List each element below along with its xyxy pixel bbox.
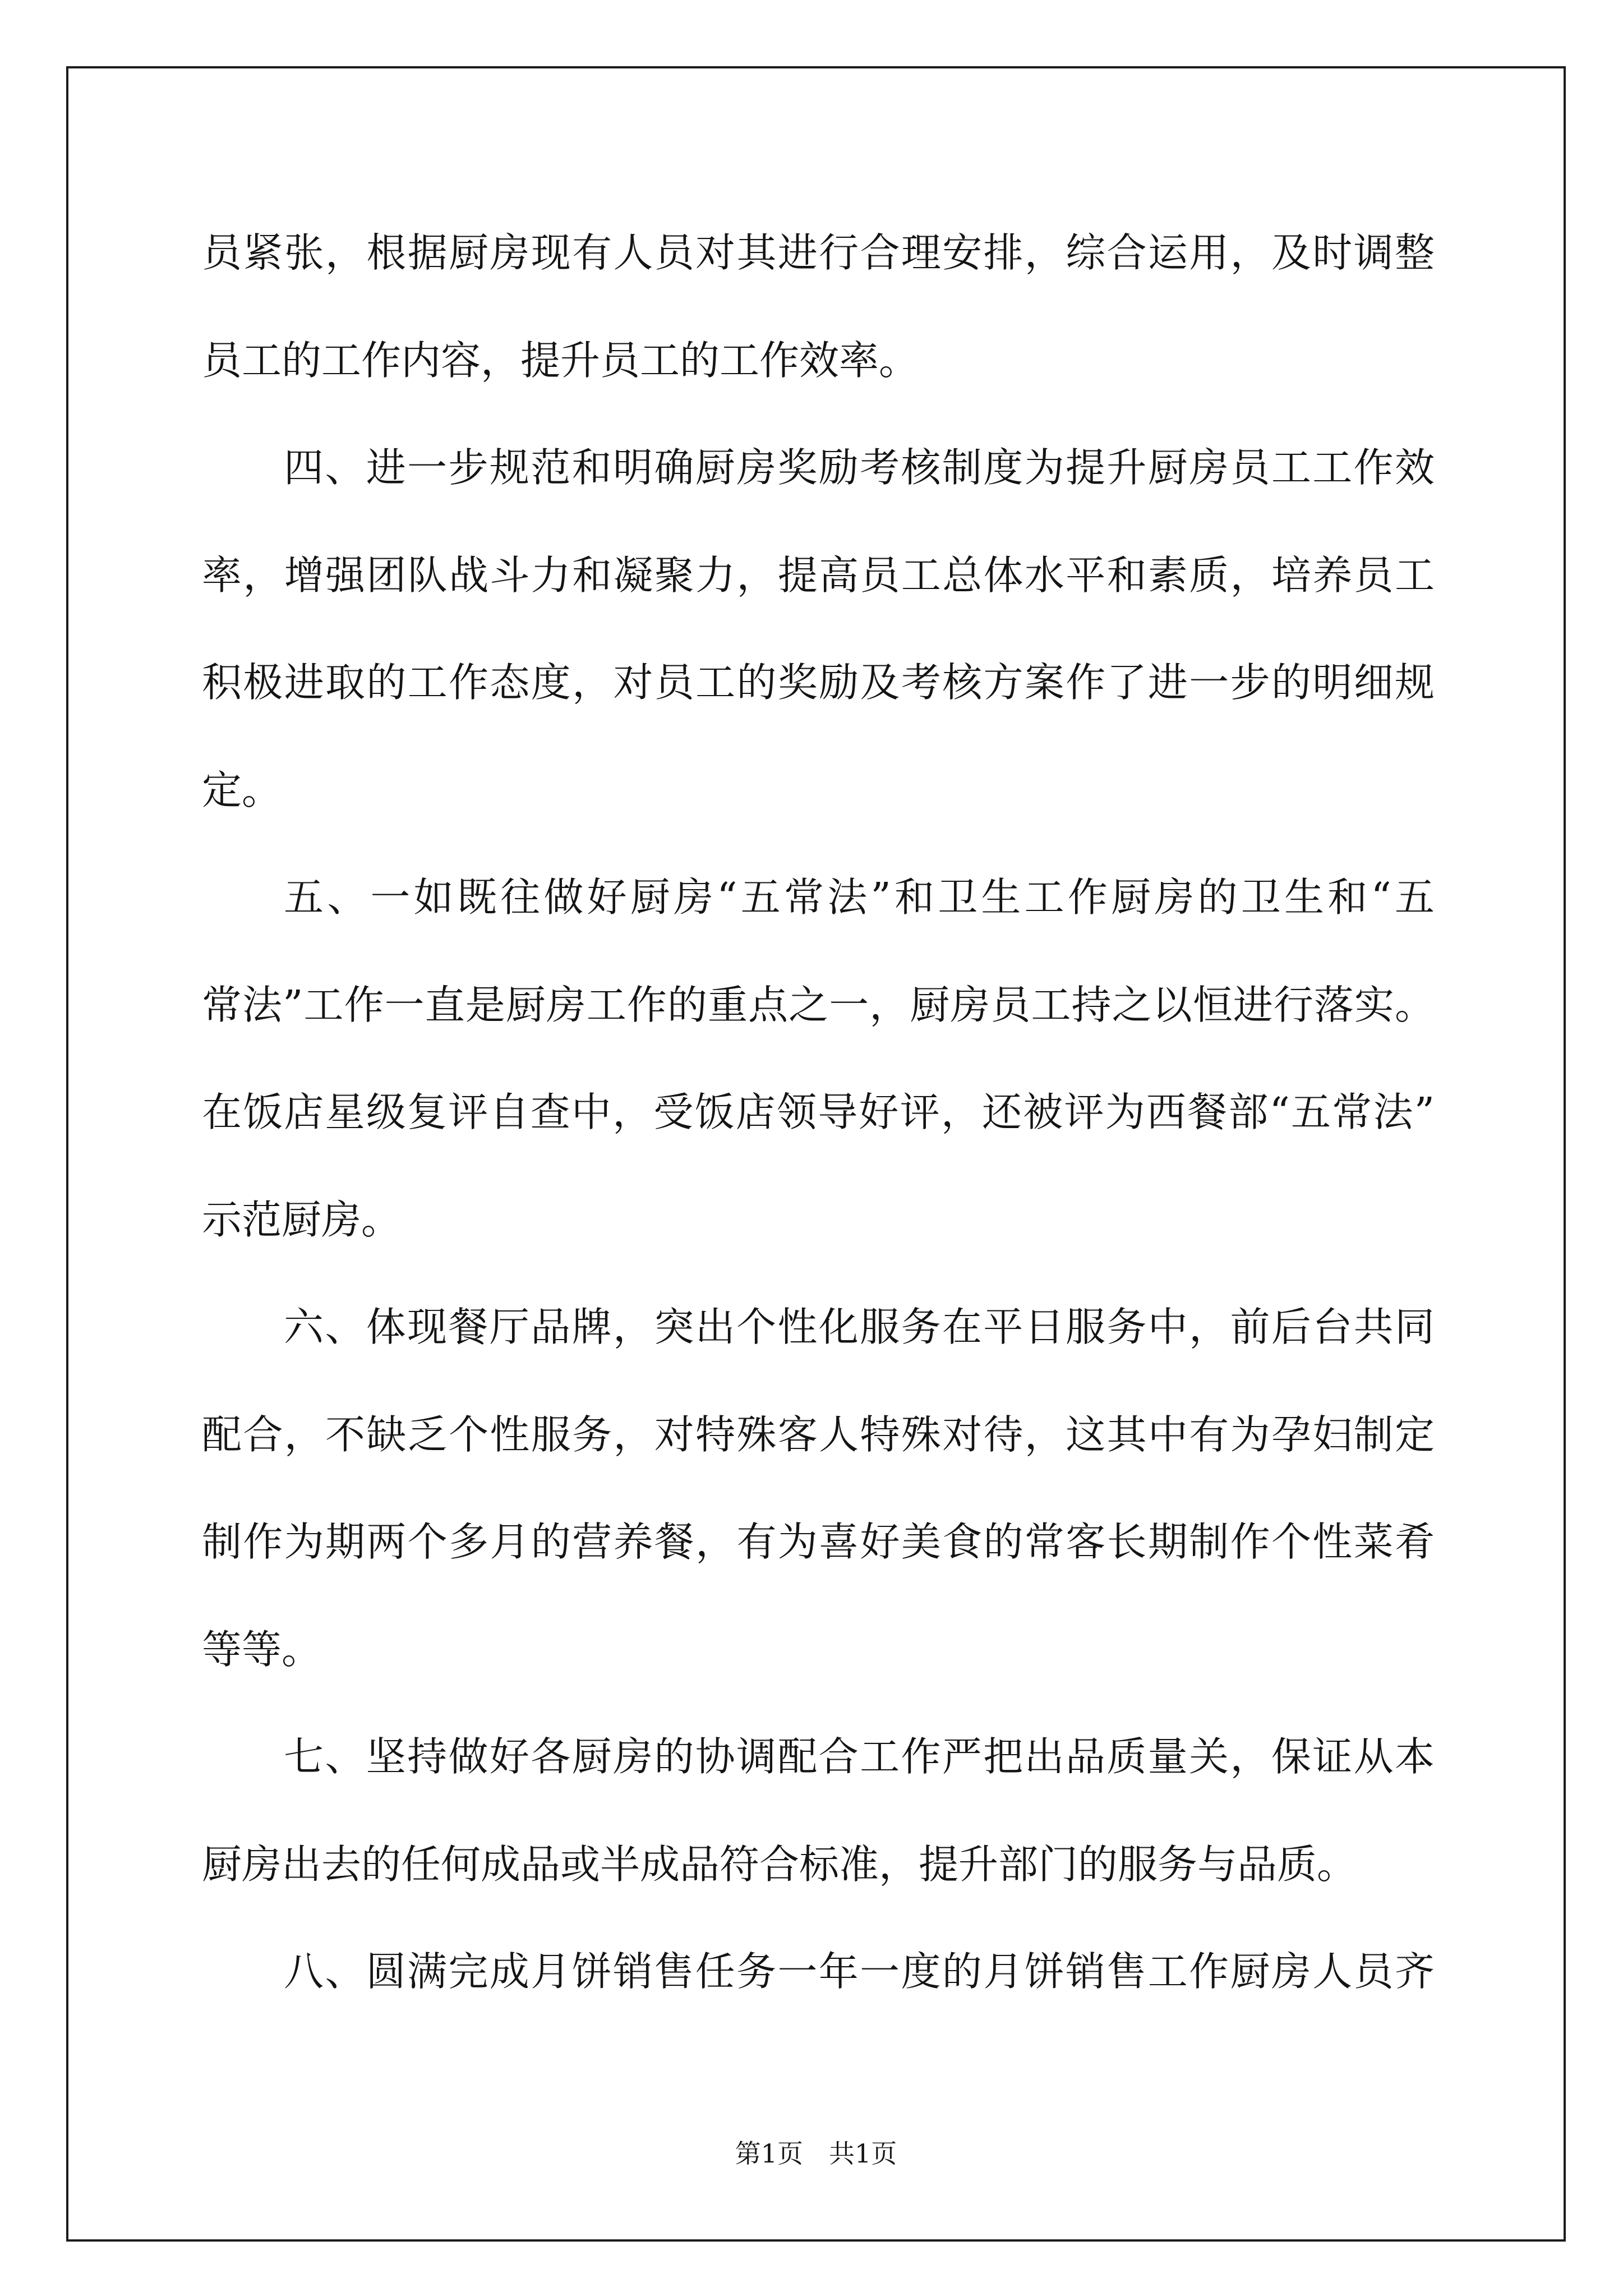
page-number: 第1页 [735,2138,803,2169]
text-line: 六、体现餐厅品牌，突出个性化服务在平日服务中，前后台共同 [284,1304,1435,1350]
text-line: 制作为期两个多月的营养餐，有为喜好美食的常客长期制作个性菜肴 [202,1519,1435,1565]
text-line: 四、进一步规范和明确厨房奖励考核制度为提升厨房员工工作效 [284,444,1435,491]
text-line: 常法”工作一直是厨房工作的重点之一，厨房员工持之以恒进行落实。 [202,981,1435,1028]
text-line: 定。 [202,766,282,813]
text-line: 厨房出去的任何成品或半成品符合标准，提升部门的服务与品质。 [202,1841,1357,1888]
paragraph [202,414,1435,844]
text-line: 等等。 [202,1626,322,1673]
page-footer [66,2138,1566,2169]
text-line: 示范厨房。 [202,1196,402,1243]
paragraph [202,199,1435,414]
text-line: 八、圆满完成月饼销售任务一年一度的月饼销售工作厨房人员齐 [284,1948,1435,1995]
paragraph [202,1703,1435,1918]
text-line: 五、一如既往做好厨房“五常法”和卫生工作厨房的卫生和“五 [284,874,1435,921]
text-line: 率，增强团队战斗力和凝聚力，提高员工总体水平和素质，培养员工 [202,551,1435,599]
page-total: 共1页 [829,2138,897,2169]
text-line: 配合，不缺乏个性服务，对特殊客人特殊对待，这其中有为孕妇制定 [202,1411,1435,1458]
text-line: 员紧张，根据厨房现有人员对其进行合理安排，综合运用，及时调整 [202,229,1435,276]
text-line: 在饭店星级复评自查中，受饭店领导好评，还被评为西餐部“五常法” [202,1089,1435,1135]
document-body [202,199,1435,2026]
paragraph [202,844,1435,1273]
text-line: 七、坚持做好各厨房的协调配合工作严把出品质量关，保证从本 [284,1733,1435,1780]
paragraph [202,1273,1435,1703]
text-line: 积极进取的工作态度，对员工的奖励及考核方案作了进一步的明细规 [202,659,1435,706]
text-line: 员工的工作内容，提升员工的工作效率。 [202,337,919,384]
paragraph [202,1918,1435,2026]
